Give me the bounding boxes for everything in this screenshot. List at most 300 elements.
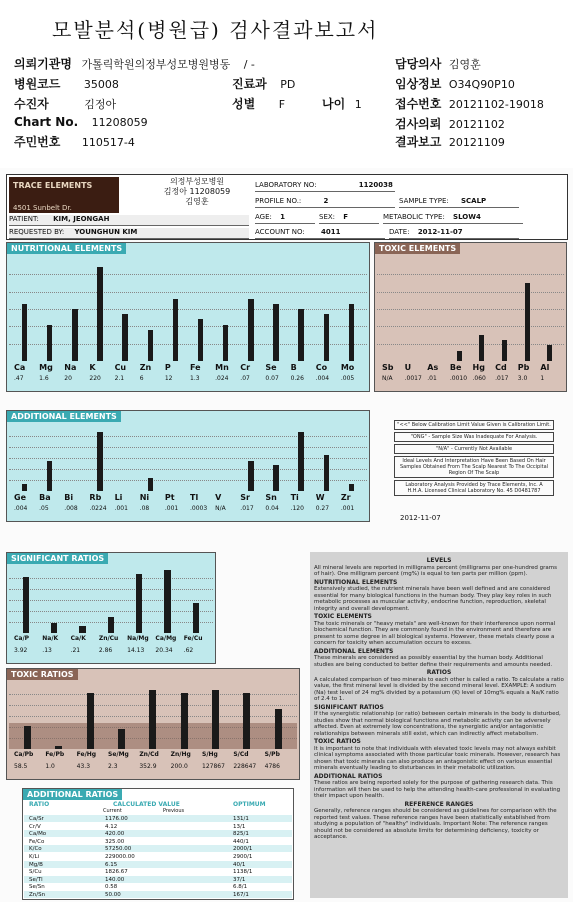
- symbol-fe-cu: Fe/Cu: [183, 635, 203, 642]
- symbol-zn-hg: Zn/Hg: [170, 751, 191, 758]
- symbol-na-mg: Na/Mg: [127, 635, 149, 642]
- value-mn: .024: [215, 375, 229, 382]
- interp-body: If the synergistic relationship (or ratio) between certain minerals in the body is disturbed, studies show that normal biological functions and metabolic activity can be adversely affected. Even at extremely low concentrations, the synergistic and/or antagonistic relationships between minerals still exist, which can indirectly affect metabolism.: [314, 711, 561, 737]
- symbol-k: K: [89, 363, 96, 372]
- value-fe: 1.3: [190, 375, 200, 382]
- symbol-ca: Ca: [14, 363, 26, 372]
- receipt-row: [395, 95, 544, 112]
- ratio-cell: 131/1: [233, 816, 249, 822]
- symbol-ti: Ti: [290, 493, 299, 502]
- report-header: [0, 0, 573, 165]
- bar-s-cd: [243, 693, 250, 749]
- toxic-elements-panel: [374, 242, 567, 392]
- account-label: ACCOUNT NO:: [255, 228, 305, 236]
- symbol-se: Se: [265, 363, 277, 372]
- value-b: 0.26: [290, 375, 304, 382]
- symbol-zn: Zn: [139, 363, 152, 372]
- lab-address: 4501 Sunbelt Dr.: [13, 204, 72, 212]
- value-fe-cu: .62: [183, 647, 194, 654]
- symbol-se-mg: Se/Mg: [108, 751, 129, 758]
- dept-row: [232, 75, 295, 92]
- value-ca-mg: 20.34: [155, 647, 173, 654]
- grid-line: [9, 469, 367, 470]
- symbol-li: Li: [114, 493, 123, 502]
- value-zn-cu: 2.86: [98, 647, 113, 654]
- symbol-ca-k: Ca/K: [70, 635, 86, 642]
- grid-line: [377, 292, 564, 293]
- value-pt: .001: [164, 505, 179, 512]
- hospital-code-value: 35008: [83, 78, 119, 91]
- value-zr: .001: [340, 505, 355, 512]
- scan-age-value: 1: [280, 213, 285, 221]
- table-row: [24, 838, 292, 845]
- ratio-cell: K/Co: [29, 846, 42, 853]
- value-rb: .0224: [89, 505, 107, 512]
- symbol-na: Na: [64, 363, 77, 372]
- symbol-tl: Tl: [190, 493, 199, 502]
- receipt-value: 20121102-19018: [448, 98, 544, 111]
- scan-age-cell: [255, 213, 315, 224]
- ratio-cell: Se/Sn: [29, 884, 45, 891]
- grid-line: [9, 600, 213, 601]
- ratio-cell: 1138/1: [233, 869, 253, 876]
- value-ca-k: .21: [70, 647, 81, 654]
- lab-header: [6, 174, 568, 240]
- bar-ca: [22, 304, 28, 361]
- bar-mn: [223, 325, 229, 361]
- doctor-label: 담당의사: [395, 57, 442, 71]
- value-ca-pb: 58.5: [14, 763, 28, 770]
- table-row: [24, 815, 292, 822]
- nutritional-elements-panel: [6, 242, 370, 392]
- value-sr: .017: [240, 505, 254, 512]
- value-se-mg: 2.3: [108, 763, 118, 770]
- bar-se: [273, 304, 279, 361]
- ratio-cell: 4.12: [105, 823, 118, 830]
- ratio-cell: 0.58: [105, 884, 118, 891]
- requested-label: REQUESTED BY:: [9, 228, 65, 236]
- value-bi: .008: [64, 505, 78, 512]
- bar-zr: [349, 484, 355, 491]
- stamp-line-1: 의정부성모병원: [169, 177, 225, 186]
- value-se: 0.07: [265, 375, 279, 382]
- table-row: [24, 876, 292, 883]
- value-s-pb: 4786: [264, 763, 280, 770]
- sample-label: SAMPLE TYPE:: [399, 197, 449, 205]
- symbol-ba: Ba: [39, 493, 51, 502]
- value-zn: 6: [139, 375, 144, 382]
- sex-row: [232, 95, 285, 112]
- ratio-cell: 37/1: [233, 876, 246, 883]
- symbol-fe-hg: Fe/Hg: [76, 751, 97, 758]
- symbol-zr: Zr: [340, 493, 351, 502]
- lab-no-value: 1120038: [358, 181, 393, 189]
- scan-age-label: AGE:: [255, 213, 272, 221]
- org-row: [14, 55, 255, 72]
- interp-heading: RATIOS: [426, 669, 452, 676]
- date-value: 2012-11-07: [417, 228, 463, 236]
- symbol-hg: Hg: [472, 363, 485, 372]
- symbol-zn-cu: Zn/Cu: [98, 635, 119, 642]
- symbol-ni: Ni: [139, 493, 150, 502]
- symbol-mn: Mn: [215, 363, 229, 372]
- additional-title: ADDITIONAL ELEMENTS: [7, 411, 121, 422]
- age-label: 나이: [322, 97, 346, 111]
- symbol-na-k: Na/K: [42, 635, 59, 642]
- symbol-fe-pb: Fe/Pb: [45, 751, 65, 758]
- bar-zn-cd: [149, 690, 156, 749]
- symbol-w: W: [315, 493, 325, 502]
- bar-w: [324, 455, 330, 491]
- bar-ca-k: [79, 626, 85, 633]
- ratio-cell: 57250.00: [105, 846, 132, 853]
- patient-cell: [9, 215, 249, 226]
- value-sn: 0.04: [265, 505, 279, 512]
- ratio-cell: Fe/Co: [29, 838, 45, 845]
- value-mg: 1.6: [39, 375, 49, 382]
- bar-na-mg: [136, 574, 142, 633]
- additional-ratios-title: ADDITIONAL RATIOS: [23, 789, 122, 800]
- grid-line: [9, 344, 367, 345]
- ratio-cell: S/Cu: [29, 869, 42, 876]
- bar-ba: [47, 461, 53, 491]
- lab-logo: [9, 177, 119, 213]
- ratio-cell: 6.15: [105, 861, 118, 868]
- symbol-co: Co: [315, 363, 328, 372]
- interp-heading: NUTRITIONAL ELEMENTS: [314, 578, 398, 586]
- value-na-mg: 14.13: [127, 647, 145, 654]
- ratio-cell: 13/1: [233, 823, 246, 830]
- symbol-pt: Pt: [164, 493, 175, 502]
- value-s-cd: 228647: [233, 763, 257, 770]
- toxic-ratios-title: TOXIC RATIOS: [7, 669, 78, 680]
- ratio-cell: 6.8/1: [233, 884, 248, 891]
- chart-label: Chart No.: [14, 115, 79, 129]
- sub-header-current: Current: [103, 808, 122, 814]
- bar-hg: [479, 335, 484, 361]
- profile-label: PROFILE NO.:: [255, 197, 302, 205]
- metabolic-value: SLOW4: [453, 213, 481, 221]
- grid-line: [9, 589, 213, 590]
- value-tl: .0003: [190, 505, 208, 512]
- table-row: [24, 891, 292, 898]
- hospital-code-label: 병원코드: [14, 77, 61, 91]
- doctor-value: 김영훈: [448, 58, 481, 71]
- symbol-sn: Sn: [265, 493, 277, 502]
- receipt-label: 접수번호: [395, 97, 442, 111]
- scan-sex-value: F: [343, 213, 349, 221]
- interp-body: It is important to note that individuals with elevated toxic levels may not always exhibit clinical symptoms associated with those particular toxic minerals. However, research has shown that toxic minerals can also produce an antagonistic effect on various essential minerals eventually leading to disturbances in their metabolic utilization.: [314, 745, 561, 771]
- ratio-header: CALCULATED VALUE: [113, 801, 180, 808]
- hospital-code-row: [14, 75, 119, 92]
- value-pb: 3.0: [517, 375, 528, 382]
- grid-line: [377, 309, 564, 310]
- grid-line: [9, 274, 367, 275]
- interp-heading: TOXIC ELEMENTS: [314, 613, 372, 620]
- sex-label: 성별: [232, 97, 256, 111]
- bar-na-k: [51, 623, 57, 633]
- value-s-hg: 127867: [202, 763, 225, 770]
- symbol-fe: Fe: [190, 363, 201, 372]
- value-u: .0017: [404, 375, 422, 382]
- patient-row: [14, 95, 116, 112]
- metabolic-label: METABOLIC TYPE:: [383, 213, 445, 221]
- sample-value: SCALP: [460, 197, 487, 205]
- value-cu: 2.1: [114, 375, 125, 382]
- ratio-header: RATIO: [29, 801, 50, 808]
- interp-heading: SIGNIFICANT RATIOS: [314, 703, 384, 711]
- date-cell: [389, 228, 519, 239]
- symbol-ca-mg: Ca/Mg: [155, 635, 177, 642]
- id-row: [14, 133, 135, 150]
- grid-line: [9, 611, 213, 612]
- report-label: 결과보고: [395, 135, 442, 149]
- value-fe-hg: 43.3: [76, 763, 91, 770]
- grid-line: [9, 480, 367, 481]
- clinical-row: [395, 75, 515, 92]
- grid-line: [9, 447, 367, 448]
- symbol-rb: Rb: [89, 493, 102, 502]
- report-value: 20121109: [448, 136, 505, 149]
- ratio-cell: Ca/Mo: [29, 831, 47, 838]
- chart-row: [14, 115, 148, 129]
- id-label: 주민번호: [14, 135, 61, 149]
- sign-date: 2012-11-07: [400, 514, 441, 522]
- scan-patient-value: KIM, JEONGAH: [53, 215, 110, 223]
- stamp-line-2: 김정아 11208059: [163, 187, 231, 196]
- ratio-cell: 167/1: [233, 892, 249, 898]
- bar-s-pb: [275, 709, 282, 749]
- bar-zn-cu: [108, 617, 114, 634]
- ratio-cell: Mg/B: [29, 861, 43, 868]
- value-al: 1: [540, 375, 545, 382]
- bar-p: [173, 299, 179, 361]
- sub-header-previous: Previous: [163, 808, 185, 814]
- ratio-cell: 440/1: [233, 838, 249, 845]
- value-ti: .120: [290, 505, 304, 512]
- toxic-ratios-panel: [6, 668, 300, 780]
- value-cr: .07: [240, 375, 250, 382]
- symbol-b: B: [290, 363, 297, 372]
- scanned-lab-report: [0, 168, 573, 902]
- clinical-label: 임상정보: [395, 77, 442, 91]
- dept-label: 진료과: [232, 77, 267, 91]
- doctor-row: [395, 55, 481, 72]
- bar-s-hg: [212, 690, 219, 749]
- grid-line: [9, 309, 367, 310]
- toxic-title: TOXIC ELEMENTS: [375, 243, 460, 254]
- profile-cell: [255, 197, 395, 208]
- date-label: DATE:: [389, 228, 410, 236]
- interp-body: The toxic minerals or "heavy metals" are well-known for their interference upon normal biochemical function. They are commonly found in the environment and therefore are present to some degree in all biological systems. However, these metals clearly pose a concern for toxicity when accumulation occurs to excess.: [314, 620, 556, 646]
- metabolic-cell: [383, 213, 523, 224]
- interp-heading: ADDITIONAL RATIOS: [314, 772, 383, 780]
- symbol-ca-p: Ca/P: [14, 635, 30, 642]
- bar-ca-pb: [24, 726, 31, 749]
- report-row: [395, 133, 505, 150]
- ratio-header: OPTIMUM: [233, 801, 266, 808]
- value-zn-hg: 200.0: [170, 763, 188, 770]
- additional-ratios-panel: [22, 788, 294, 900]
- org-label: 의뢰기관명: [14, 57, 72, 71]
- symbol-pb: Pb: [517, 363, 530, 372]
- bar-pb: [525, 283, 530, 361]
- request-value: 20121102: [448, 118, 505, 131]
- bar-cu: [122, 314, 128, 361]
- symbol-cr: Cr: [240, 363, 251, 372]
- value-ba: .05: [39, 505, 49, 512]
- symbol-mo: Mo: [340, 363, 355, 372]
- interp-heading: ADDITIONAL ELEMENTS: [314, 647, 394, 655]
- bar-ni: [148, 478, 154, 491]
- scan-sex-cell: [319, 213, 379, 224]
- interp-body: A calculated comparison of two minerals to each other is called a ratio. To calculate a ratio value, the first mineral level is divided by the second mineral level. EXAMPLE: A sodium (Na) test level of 24 mg% divided by a potassium (K) level of 10mg% equals a Na/K ratio of 2.4 to 1.: [314, 676, 564, 702]
- table-row: [24, 823, 292, 830]
- bar-sr: [248, 461, 254, 491]
- org-value: 가톨릭학원의정부성모병원병동: [81, 58, 231, 71]
- ratio-cell: 2900/1: [233, 854, 253, 860]
- legend-line: Laboratory Analysis Provided by Trace Elements, Inc. A H.H.A. Licensed Clinical Laboratory No. 45 D0481787: [394, 480, 554, 496]
- bar-co: [324, 314, 330, 361]
- hospital-stamp: [147, 177, 247, 207]
- ratio-cell: Cr/V: [29, 823, 41, 830]
- bar-ti: [298, 432, 304, 491]
- value-ge: .004: [14, 505, 28, 512]
- interp-body: These minerals are considered as possibly essential by the human body. Additional studies are being conducted to better define their requirements and amounts needed.: [314, 655, 553, 668]
- bar-ca-mg: [164, 570, 170, 633]
- value-w: 0.27: [315, 505, 330, 512]
- bar-se-mg: [118, 729, 125, 749]
- ratio-cell: 140.00: [105, 876, 125, 883]
- legend-line: "ONG" - Sample Size Was Inadequate For Analysis.: [394, 432, 554, 442]
- lab-name: TRACE ELEMENTS: [13, 181, 93, 190]
- bar-cr: [248, 299, 254, 361]
- lab-no-cell: [255, 181, 395, 192]
- ratio-cell: 825/1: [233, 831, 249, 838]
- symbol-u: U: [404, 363, 412, 372]
- value-k: 220: [89, 375, 101, 382]
- grid-line: [9, 326, 367, 327]
- bar-ca-p: [23, 577, 29, 633]
- report-title: 모발분석(병원급) 검사결과보고서: [52, 18, 379, 42]
- nutritional-title: NUTRITIONAL ELEMENTS: [7, 243, 126, 254]
- symbol-sb: Sb: [382, 363, 394, 372]
- table-row: [24, 830, 292, 837]
- interp-body: These ratios are being reported solely for the purpose of gathering research data. This information will then be used to help the attending health-care professional in evaluating their impact upon health.: [314, 780, 561, 799]
- significant-ratios-panel: [6, 552, 216, 664]
- bar-cd: [502, 340, 507, 361]
- sex-value: F: [278, 98, 286, 111]
- value-be: .0010: [449, 375, 468, 382]
- interp-heading: LEVELS: [426, 557, 452, 564]
- bar-na: [72, 309, 78, 361]
- symbol-cd: Cd: [495, 363, 507, 372]
- profile-value: 2: [323, 197, 329, 205]
- table-row: [24, 883, 292, 890]
- legend-box: [394, 420, 554, 510]
- value-as: .01: [427, 375, 437, 382]
- requested-value: YOUNGHUN KIM: [74, 228, 138, 236]
- bar-fe-hg: [87, 693, 94, 749]
- requested-cell: [9, 228, 249, 239]
- ratio-cell: Se/Tl: [29, 876, 43, 883]
- value-fe-pb: 1.0: [45, 763, 55, 770]
- value-cd: .017: [495, 375, 509, 382]
- symbol-v: V: [215, 493, 222, 502]
- bar-al: [547, 345, 552, 361]
- symbol-bi: Bi: [64, 493, 74, 502]
- ratio-cell: K/Li: [29, 854, 40, 860]
- symbol-s-cd: S/Cd: [233, 751, 249, 758]
- value-li: .001: [114, 505, 128, 512]
- symbol-s-hg: S/Hg: [202, 751, 218, 758]
- value-co: .004: [315, 375, 330, 382]
- symbol-al: Al: [540, 363, 550, 372]
- symbol-sr: Sr: [240, 493, 250, 502]
- scan-patient-label: PATIENT:: [9, 215, 39, 223]
- grid-line: [9, 458, 367, 459]
- chart-value: 11208059: [91, 116, 148, 129]
- grid-line: [9, 436, 367, 437]
- value-ca-p: 3.92: [14, 647, 28, 654]
- bar-zn: [148, 330, 154, 361]
- symbol-be: Be: [449, 363, 462, 372]
- bar-sn: [273, 465, 279, 491]
- bar-mg: [47, 325, 53, 361]
- bar-mo: [349, 304, 355, 361]
- lab-no-label: LABORATORY NO:: [255, 181, 317, 189]
- bar-b: [298, 309, 304, 361]
- bar-k: [97, 267, 103, 361]
- stamp-line-3: 김영훈: [185, 197, 209, 206]
- grid-line: [9, 578, 213, 579]
- bar-fe-pb: [55, 746, 62, 749]
- symbol-p: P: [164, 363, 171, 372]
- grid-line: [9, 292, 367, 293]
- significant-title: SIGNIFICANT RATIOS: [7, 553, 108, 564]
- interp-heading: REFERENCE RANGES: [404, 800, 474, 808]
- clinical-value: O34Q90P10: [448, 78, 515, 91]
- age-value: 1: [354, 98, 362, 111]
- legend-line: "<<" Below Calibration Limit Value Given is Calibration Limit.: [394, 420, 554, 430]
- ratio-cell: 1176.00: [105, 816, 128, 822]
- value-na: 20: [64, 375, 72, 382]
- ratio-cell: 40/1: [233, 861, 246, 868]
- patient-value: 김정아: [84, 98, 117, 111]
- value-zn-cd: 352.9: [139, 763, 157, 770]
- value-hg: .060: [472, 375, 486, 382]
- value-ni: .08: [139, 505, 150, 512]
- symbol-mg: Mg: [39, 363, 53, 372]
- ratio-cell: 50.00: [105, 892, 121, 898]
- additional-elements-panel: [6, 410, 370, 522]
- interp-heading: TOXIC RATIOS: [314, 738, 361, 745]
- ratio-cell: Ca/Sr: [29, 816, 44, 822]
- table-row: [24, 861, 292, 868]
- ratio-cell: 325.00: [105, 838, 125, 845]
- grid-line: [377, 326, 564, 327]
- value-mo: .005: [340, 375, 355, 382]
- scan-sex-label: SEX:: [319, 213, 336, 221]
- bar-be: [457, 351, 462, 361]
- interp-body: Extensively studied, the nutrient minerals have been well defined and are considered essential for many biological functions in the human body. They play key roles in such metabolic processes as muscular activity, endocrine function, reproduction, skeletal integrity and overall development.: [314, 586, 552, 612]
- interp-body: All mineral levels are reported in milligrams percent (milligrams per one-hundred grams of hair). One milligram percent (mg%) is equal to ten parts per million (ppm).: [314, 564, 557, 577]
- bar-ge: [22, 484, 28, 491]
- symbol-ge: Ge: [14, 493, 26, 502]
- grid-line: [377, 344, 564, 345]
- symbol-as: As: [427, 363, 439, 372]
- bar-rb: [97, 432, 103, 491]
